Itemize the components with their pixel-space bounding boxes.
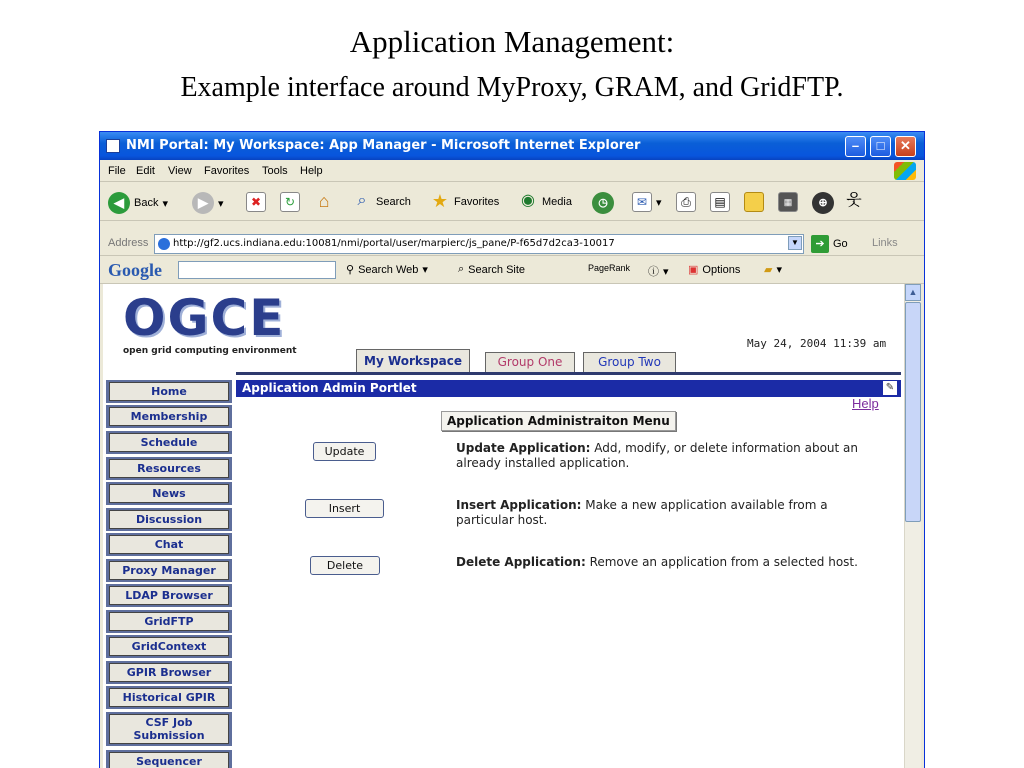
nav-sequencer[interactable] (106, 750, 232, 768)
forward-button[interactable] (192, 192, 224, 214)
date-time: May 24, 2004 11:39 am (747, 337, 887, 350)
mail-button[interactable] (632, 192, 662, 212)
tab-my-workspace[interactable]: My Workspace (356, 349, 470, 372)
user-button[interactable] (844, 192, 864, 212)
media-button[interactable] (518, 192, 572, 212)
nav-label: Discussion (109, 510, 229, 529)
nav-label: Historical GPIR (109, 688, 229, 707)
chevron-down-icon[interactable]: ▼ (788, 236, 802, 250)
options-label: Options (702, 263, 741, 276)
scroll-up-icon[interactable]: ▲ (905, 284, 921, 301)
menu-title: Application Administraiton Menu (441, 411, 676, 431)
nav-csf-job-submission[interactable] (106, 712, 232, 746)
menu-favorites[interactable]: Favorites (204, 165, 250, 177)
nav-label: LDAP Browser (109, 586, 229, 605)
google-search-web-button[interactable] (346, 263, 428, 276)
media-label: Media (542, 196, 572, 208)
logo-text: OGCE (123, 289, 286, 347)
favorites-button[interactable] (430, 192, 499, 212)
bookmark-button[interactable] (764, 263, 782, 276)
ie-page-icon (106, 139, 120, 153)
search-web-label: Search Web (358, 263, 419, 276)
folder-icon: ▰ (764, 264, 773, 276)
nav-discussion[interactable] (106, 508, 232, 531)
nav-label: CSF Job Submission (109, 714, 229, 744)
nav-label: Resources (109, 459, 229, 478)
go-button[interactable] (811, 235, 848, 253)
search-label: Search (376, 196, 411, 208)
tab-group-two[interactable]: Group Two (583, 352, 676, 372)
go-arrow-icon: ➔ (811, 235, 829, 253)
print-button[interactable] (676, 192, 696, 212)
update-button[interactable]: Update (313, 442, 376, 461)
user-icon: 웃 (846, 192, 862, 209)
update-text: Add, modify, or delete information about an already installed application. (456, 441, 859, 470)
update-title: Update Application: (456, 441, 591, 455)
window-title: NMI Portal: My Workspace: App Manager - Microsoft Internet Explorer (126, 138, 641, 153)
menu-file[interactable]: File (108, 165, 126, 177)
stop-icon: ✖ (246, 192, 266, 212)
favorites-label: Favorites (454, 196, 500, 208)
browser-window (99, 131, 925, 768)
nav-gridcontext[interactable] (106, 635, 232, 658)
nav-label: Membership (109, 407, 229, 426)
insert-description (456, 498, 886, 528)
star-icon: ★ (431, 191, 449, 211)
menu-bar (100, 160, 924, 182)
folder-button[interactable] (744, 192, 764, 212)
nav-label: News (109, 484, 229, 503)
home-button[interactable] (314, 192, 334, 212)
help-link[interactable]: Help (852, 396, 879, 411)
delete-text: Remove an application from a selected host. (585, 555, 858, 569)
nav-label: GridFTP (109, 612, 229, 631)
menu-view[interactable]: View (168, 165, 192, 177)
address-label: Address (108, 237, 149, 249)
window-titlebar[interactable] (100, 132, 924, 160)
mail-icon: ✉ (632, 192, 652, 212)
address-bar (100, 232, 924, 256)
nav-gpir-browser[interactable] (106, 661, 232, 684)
portlet-header (236, 380, 901, 397)
nav-ldap-browser[interactable] (106, 584, 232, 607)
binoculars-icon: ⚲ (346, 264, 355, 276)
dropdown-arrow-icon[interactable]: ▾ (663, 265, 669, 278)
menu-edit[interactable]: Edit (136, 165, 155, 177)
stop-button[interactable] (246, 192, 266, 212)
nav-label: Proxy Manager (109, 561, 229, 580)
update-description (456, 441, 886, 471)
nav-proxy-manager[interactable] (106, 559, 232, 582)
forward-arrow-icon: ▶ (192, 192, 214, 214)
pagerank-indicator (588, 263, 630, 273)
dropdown-arrow-icon[interactable]: ▾ (162, 197, 168, 210)
info-icon: ⓘ (648, 266, 659, 278)
messenger-button[interactable] (778, 192, 798, 212)
nav-chat[interactable] (106, 533, 232, 556)
nav-label: Chat (109, 535, 229, 554)
nav-label: Sequencer (109, 752, 229, 768)
dropdown-arrow-icon[interactable]: ▾ (422, 264, 428, 276)
portlet-title: Application Admin Portlet (242, 381, 417, 395)
page-content (103, 284, 921, 768)
back-button[interactable] (108, 192, 168, 214)
nav-label: Home (109, 382, 229, 401)
insert-title: Insert Application: (456, 498, 582, 512)
delete-button[interactable]: Delete (310, 556, 380, 575)
options-icon: ▣ (688, 264, 699, 276)
history-button[interactable] (592, 192, 614, 214)
delete-description (456, 555, 886, 570)
dropdown-arrow-icon[interactable]: ▾ (218, 197, 224, 210)
media-icon: ◉ (521, 192, 535, 209)
maximize-icon[interactable]: □ (870, 136, 891, 157)
nav-gridftp[interactable] (106, 610, 232, 633)
minimize-icon[interactable]: – (845, 136, 866, 157)
search-site-label: Search Site (468, 263, 526, 276)
messenger-icon: ▦ (778, 192, 798, 212)
nav-news[interactable] (106, 482, 232, 505)
site-search-icon: ⌕ (458, 263, 465, 275)
ogce-logo (123, 289, 333, 356)
logo-subtitle: open grid computing environment (123, 346, 297, 356)
research-icon: ⊕ (812, 192, 834, 214)
tab-group-one[interactable]: Group One (485, 352, 575, 372)
windows-logo-icon (894, 162, 916, 180)
edit-icon[interactable]: ✎ (883, 381, 897, 395)
search-icon: ⌕ (357, 192, 367, 209)
nav-label: Schedule (109, 433, 229, 452)
dropdown-arrow-icon[interactable]: ▾ (776, 264, 782, 276)
nav-historical-gpir[interactable] (106, 686, 232, 709)
tab-divider (236, 372, 901, 375)
pagerank-label: PageRank (588, 263, 631, 273)
vertical-scrollbar[interactable] (904, 284, 921, 768)
nav-label: GridContext (109, 637, 229, 656)
menu-help[interactable]: Help (300, 165, 323, 177)
standard-toolbar (100, 183, 924, 221)
nav-resources[interactable] (106, 457, 232, 480)
history-icon: ◷ (592, 192, 614, 214)
address-url: http://gf2.ucs.indiana.edu:10081/nmi/portal/user/marpierc/js_pane/P-f65d7d2ca3-10017 (173, 238, 615, 249)
links-button[interactable]: Links (872, 237, 898, 249)
back-label: Back (134, 197, 159, 209)
refresh-icon: ↻ (280, 192, 300, 212)
home-icon: ⌂ (318, 191, 330, 211)
go-label: Go (833, 238, 848, 250)
slide-title: Application Management: (349, 24, 675, 59)
research-button[interactable] (812, 192, 834, 214)
folder-icon (744, 192, 764, 212)
close-icon[interactable]: ✕ (895, 136, 916, 157)
nav-label: GPIR Browser (109, 663, 229, 682)
google-search-input[interactable] (178, 261, 336, 279)
back-arrow-icon: ◀ (108, 192, 130, 214)
options-button[interactable] (688, 263, 740, 276)
edit-page-button[interactable] (710, 192, 730, 212)
info-button[interactable] (648, 263, 669, 279)
nav-membership[interactable] (106, 405, 232, 428)
menu-tools[interactable]: Tools (262, 165, 288, 177)
refresh-button[interactable] (280, 192, 300, 212)
insert-button[interactable]: Insert (305, 499, 384, 518)
google-search-site-button[interactable] (458, 263, 525, 276)
google-logo-text: Google (108, 260, 162, 280)
slide-subtitle: Example interface around MyProxy, GRAM, and GridFTP. (180, 72, 844, 103)
google-toolbar (100, 256, 924, 284)
delete-title: Delete Application: (456, 555, 586, 569)
print-icon: ⎙ (676, 192, 696, 212)
ie-page-icon (158, 238, 170, 250)
google-logo[interactable] (108, 260, 162, 281)
edit-page-icon: ▤ (710, 192, 730, 212)
nav-schedule[interactable] (106, 431, 232, 454)
search-button[interactable] (352, 192, 411, 212)
nav-home[interactable] (106, 380, 232, 403)
dropdown-arrow-icon[interactable]: ▾ (656, 196, 662, 209)
insert-text: Make a new application available from a particular host. (456, 498, 828, 527)
address-input[interactable] (154, 234, 804, 254)
scroll-thumb[interactable] (905, 302, 921, 522)
